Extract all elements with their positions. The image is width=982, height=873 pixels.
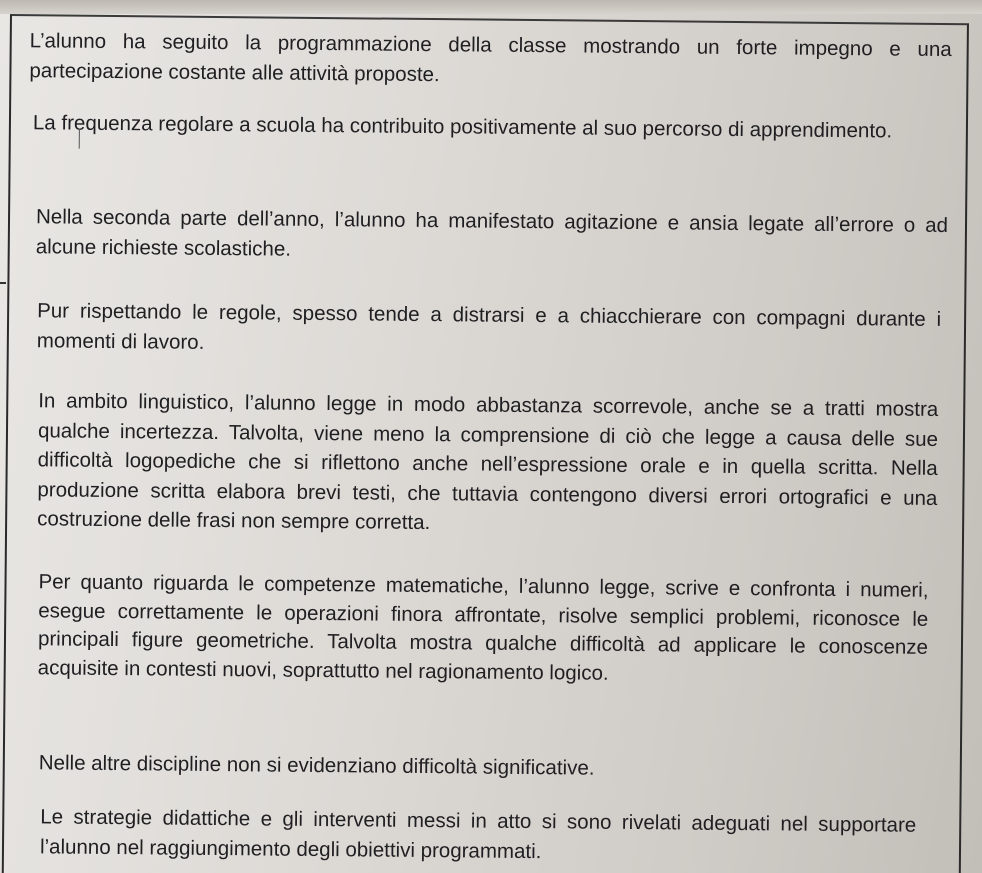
paragraph-strategie: Le strategie didattiche e gli interventi messi in atto si sono rivelati adeguati nel supportare l’alunno nel raggiungimento degli obiettivi programmati.	[39, 805, 917, 864]
text-cursor-icon	[79, 129, 83, 149]
paragraph-regole: Pur rispettando le regole, spesso tende a distrarsi e a chiacchierare con compagni durante i momenti di lavoro.	[36, 299, 942, 354]
paragraph-impegno: L’alunno ha seguito la programmazione della classe mostrando un forte impegno e una partecipazione costante alle attività proposte.	[29, 29, 952, 87]
paragraph-frequenza: La frequenza regolare a scuola ha contribuito positivamente al suo percorso di apprendimento.	[32, 111, 893, 143]
paragraph-matematica: Per quanto riguarda le competenze matematiche, l’alunno legge, scrive e confronta i numeri, esegue correttamente le operazioni finora affrontate, risolve semplici problemi, riconosce le principali figure geometriche. Talvolta mostra qualche difficoltà ad applicare le conoscenze acquisite in contesti nuovi, soprattutto nel ragionamento logico.	[37, 570, 929, 685]
document-frame	[2, 14, 969, 873]
paragraph-agitazione: Nella seconda parte dell’anno, l’alunno ha manifestato agitazione e ansia legate all’errore o ad alcune richieste scolastiche.	[35, 205, 949, 261]
margin-mark	[0, 282, 6, 284]
top-bezel	[0, 0, 982, 14]
paragraph-linguistico: In ambito linguistico, l’alunno legge in modo abbastanza scorrevole, anche se a tratti mostra qualche incertezza. Talvolta, viene meno la comprensione di ciò che legge a causa delle sue difficoltà logopediche che si riflettono anche nell’espressione orale e in quella scritta. Nella produzione scritta elabora brevi testi, che tuttavia contengono diversi errori ortografici e una costruzione delle frasi non sempre corretta.	[37, 389, 939, 535]
paragraph-discipline: Nelle altre discipline non si evidenziano difficoltà significative.	[38, 751, 595, 780]
